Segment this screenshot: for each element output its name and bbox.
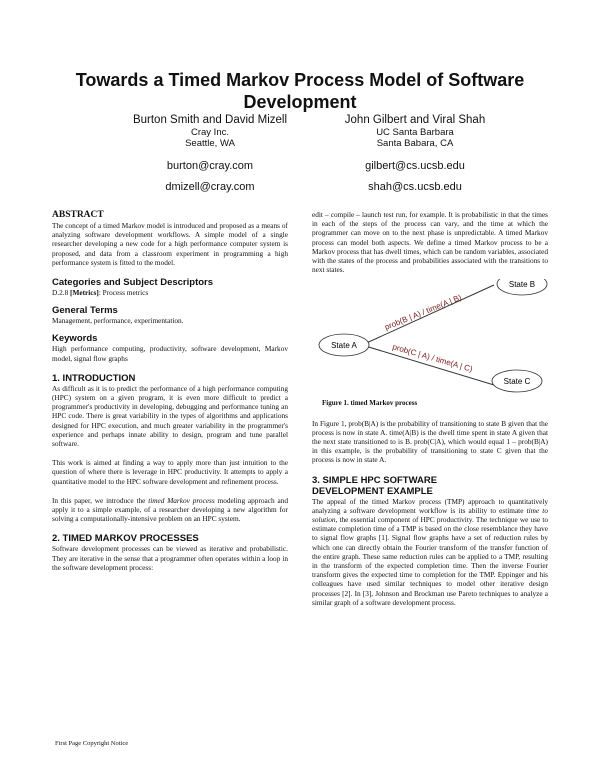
heading-line: DEVELOPMENT EXAMPLE — [312, 485, 433, 497]
section2-paragraph: Software development processes can be viewed as iterative and probabilistic. They are iterative in the sense that a programmer often operates within a loop in the software development process: — [52, 544, 288, 572]
abstract-text: The concept of a timed Markov model is introduced and proposed as a means of analyzing software development workflows. A simple model of a single researcher developing a new code for a high performance computer system is proposed, and data from a classroom experiment in programming a high performance system is fitted to the model. — [52, 221, 288, 267]
author-location: Seattle, WA — [185, 138, 235, 149]
section3-heading — [312, 475, 548, 497]
introduction-paragraph: This work is aimed at finding a way to apply more than just intuition to the question of where there is leverage in HPC productivity. It attempts to apply a quantitative model to the HPC software development and refinement process. — [52, 458, 288, 486]
section2-heading: 2. TIMED MARKOV PROCESSES — [52, 533, 199, 545]
author-affiliation: Cray Inc. — [190, 127, 229, 138]
general-terms-text: Management, performance, experimentation. — [52, 316, 184, 326]
introduction-paragraph: As difficult as it is to predict the performance of a high performance computing (HPC) system on a given program, it is even more difficult to predict a programmer's productivity in developing, debugging and performance tuning an HPC code. There is great variability in the types of algorithms and applications designed for HPC execution, and much greater variability in the programmer's experience and perhaps innate ability to design, program and tune parallel software. — [52, 383, 288, 449]
abstract-heading: ABSTRACT — [52, 210, 104, 220]
keywords-heading: Keywords — [52, 333, 98, 345]
text-span: , the essential component of HPC productivity. The technique we use to estimate completion time of a TMP is based on the close resemblance they have to signal flow graphs [1]. Signal flow graphs have a set of reduction rules by which one can directly obtain the Fourier transform of the transfer function of the entire graph. These same reduction rules can be applied to a TMP, resulting in the transform of the expected completion time. Then the inverse Fourier transform gives the expected time to completion for the TMP. Eppinger and his colleagues have used similar techniques to model other iterative design processes [2]. In [3], Johnson and Brockman use Pareto techniques to analyze a similar graph of a software development process. — [312, 515, 548, 607]
section3-paragraph — [312, 497, 548, 607]
categories-heading: Categories and Subject Descriptors — [52, 277, 214, 289]
section2-paragraph: In Figure 1, prob(B|A) is the probability of transitioning to state B given that the process is now in state A. time(A|B) is the dwell time spent in state A given that the next state transitioned to is B. prob(C|A), which would equal 1 – prob(B|A) in this example, is the probability of transitioning to state C given that the process is now in state A. — [312, 418, 548, 465]
right-column — [312, 210, 548, 607]
author-email[interactable]: shah@cs.ucsb.edu — [368, 181, 462, 193]
author-email[interactable]: dmizell@cray.com — [165, 181, 255, 193]
edge-ac-label: prob(C | A) / time(A | C) — [391, 342, 474, 375]
edge-a-c — [362, 342, 494, 385]
categories-code: D.2.8 — [52, 288, 71, 298]
paper-title: Towards a Timed Markov Process Model of Software Development — [75, 70, 525, 112]
text-span: The appeal of the timed Markov process (TMP) approach to quantitatively analyzing a software development workflow is its ability to estimate — [312, 496, 548, 515]
categories-rest: : Process metrics — [98, 288, 149, 298]
author-location: Santa Babara, CA — [376, 138, 454, 149]
heading-line: 3. SIMPLE HPC SOFTWARE — [312, 474, 438, 486]
left-column — [52, 210, 288, 572]
state-c-label: State C — [503, 377, 531, 387]
author-block-ucsb — [320, 114, 510, 194]
introduction-heading: 1. INTRODUCTION — [52, 372, 136, 384]
keywords-text: High performance computing, productivity, software development, Markov model, signal flow graphs — [52, 344, 288, 363]
author-email[interactable]: burton@cray.com — [166, 160, 254, 172]
author-block-cray — [120, 114, 300, 194]
figure-timed-markov-process — [312, 279, 548, 397]
state-b-label: State B — [508, 280, 536, 290]
categories-bold: [Metrics] — [70, 288, 99, 298]
emphasis-text: timed Markov process — [148, 495, 215, 505]
author-names: Burton Smith and David Mizell — [132, 114, 288, 126]
state-a-label: State A — [331, 341, 357, 351]
text-span: In this paper, we introduce the — [52, 495, 149, 505]
edge-ab-label: prob(B | A) / time(A | B) — [383, 293, 463, 333]
copyright-notice: First Page Copyright Notice — [55, 740, 129, 747]
introduction-paragraph — [52, 496, 288, 524]
categories-text — [52, 288, 288, 297]
author-names: John Gilbert and Viral Shah — [344, 114, 486, 126]
general-terms-heading: General Terms — [52, 305, 118, 317]
markov-diagram — [312, 279, 548, 397]
figure-caption: Figure 1. timed Markov process — [322, 399, 418, 408]
author-email[interactable]: gilbert@cs.ucsb.edu — [365, 160, 465, 172]
text-span: modeling approach and apply it to a simple example, of a researcher developing a new algorithm for solving a computationally-intensive problem on an HPC system. — [52, 495, 288, 524]
emphasis-text: time to solution — [312, 505, 548, 525]
author-affiliation: UC Santa Barbara — [376, 127, 454, 138]
section2-paragraph-continued: edit – compile – launch test run, for example. It is probabilistic in that the times in each of the steps of the process can vary, and the time at which the programmer can move on to the next phase is unpredictable. A timed Markov process can model both aspects. We define a timed Markov process to be a Markov process that has dwell times, which can be random variables, associated with the states of the process and probabilities associated with the transitions to next states. — [312, 210, 548, 275]
